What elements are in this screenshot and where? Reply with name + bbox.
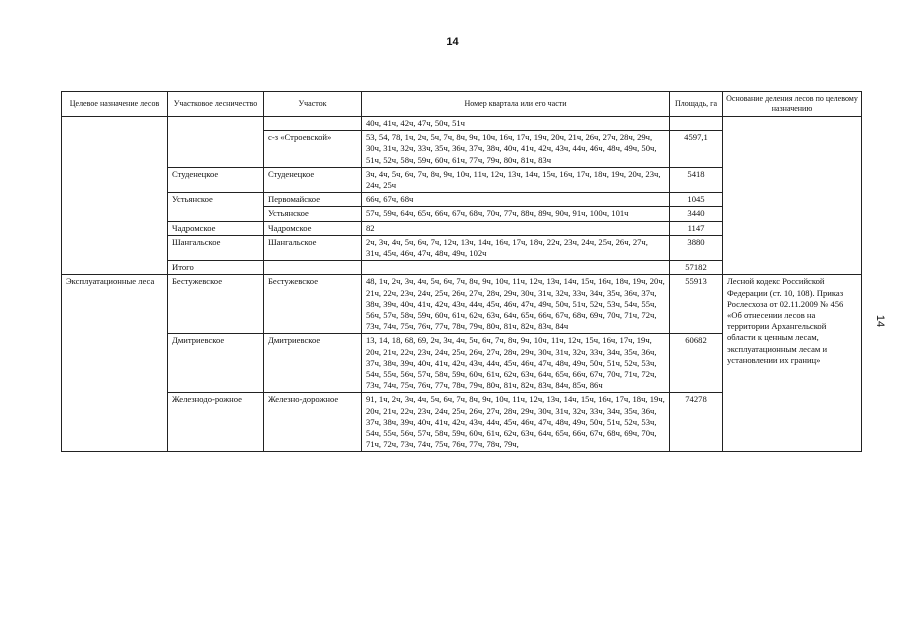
total-label: Итого [168,261,264,275]
table-header-row [62,92,862,117]
quarters-cell: 57ч, 59ч, 64ч, 65ч, 66ч, 67ч, 68ч, 70ч, 77ч, 88ч, 89ч, 90ч, 91ч, 100ч, 101ч [362,207,670,221]
area-name-cell [264,117,362,131]
header-quarter: Номер квартала или его части [362,92,670,117]
page-number-top: 14 [446,36,459,48]
basis-cell: Лесной кодекс Российской Федерации (ст. 10, 108). Приказ Рослесхоза от 02.11.2009 № 456 «Об отнесении лесов на территории Архангельской области к ценным лесам, эксплуатационным лесам и установлении их границ» [723,275,862,452]
district-cell: Устьянское [168,193,264,221]
table-row [62,117,862,131]
purpose-cell-exploitation: Эксплуатационные леса [62,275,168,452]
size-cell: 3880 [670,235,723,260]
quarters-cell: 48, 1ч, 2ч, 3ч, 4ч, 5ч, 6ч, 7ч, 8ч, 9ч, 10ч, 11ч, 12ч, 13ч, 14ч, 15ч, 16ч, 18ч, 19ч, 20ч, 21ч, 22ч, 23ч, 24ч, 25ч, 26ч, 27ч, 28ч, 29ч, 30ч, 31ч, 32ч, 33ч, 34ч, 35ч, 36ч, 37ч, 38ч, 39ч, 40ч, 41ч, 42ч, 43ч, 44ч, 45ч, 46ч, 47ч, 49ч, 50ч, 51ч, 52ч, 53ч, 54ч, 55ч, 56ч, 57ч, 58ч, 59ч, 60ч, 61ч, 62ч, 63ч, 64ч, 65ч, 66ч, 67ч, 68ч, 69ч, 70ч, 71ч, 72ч, 73ч, 74ч, 75ч, 76ч, 77ч, 78ч, 79ч, 80ч, 81ч, 82ч, 83ч, 84ч [362,275,670,334]
quarters-cell: 2ч, 3ч, 4ч, 5ч, 6ч, 7ч, 12ч, 13ч, 14ч, 16ч, 17ч, 18ч, 22ч, 23ч, 24ч, 25ч, 26ч, 27ч, 31ч, 45ч, 46ч, 47ч, 48ч, 49ч, 102ч [362,235,670,260]
quarters-cell: 13, 14, 18, 68, 69, 2ч, 3ч, 4ч, 5ч, 6ч, 7ч, 8ч, 9ч, 10ч, 11ч, 12ч, 15ч, 16ч, 17ч, 19ч, 20ч, 21ч, 22ч, 23ч, 24ч, 25ч, 26ч, 27ч, 28ч, 29ч, 30ч, 31ч, 32ч, 33ч, 34ч, 35ч, 36ч, 37ч, 38ч, 39ч, 40ч, 41ч, 42ч, 43ч, 44ч, 45ч, 46ч, 47ч, 48ч, 49ч, 50ч, 51ч, 52ч, 53ч, 54ч, 55ч, 56ч, 57ч, 58ч, 59ч, 60ч, 61ч, 62ч, 63ч, 64ч, 65ч, 66ч, 67ч, 70ч, 71ч, 72ч, 73ч, 74ч, 75ч, 76ч, 77ч, 78ч, 79ч, 80ч, 81ч, 82ч, 83ч, 84ч, 85ч, 86ч [362,334,670,393]
area-name-cell: Первомайское [264,193,362,207]
district-cell [168,117,264,168]
district-cell: Чадромское [168,221,264,235]
district-cell: Шангальское [168,235,264,260]
size-cell: 4597,1 [670,131,723,168]
quarters-cell: 40ч, 41ч, 42ч, 47ч, 50ч, 51ч [362,117,670,131]
header-purpose: Целевое назначение лесов [62,92,168,117]
quarters-cell: 53, 54, 78, 1ч, 2ч, 5ч, 7ч, 8ч, 9ч, 10ч, 16ч, 17ч, 19ч, 20ч, 21ч, 26ч, 27ч, 28ч, 29ч, 30ч, 31ч, 32ч, 33ч, 35ч, 36ч, 37ч, 38ч, 40ч, 41ч, 42ч, 43ч, 44ч, 46ч, 48ч, 49ч, 50ч, 51ч, 52ч, 58ч, 59ч, 60ч, 61ч, 77ч, 79ч, 80ч, 81ч, 83ч [362,131,670,168]
area-name-cell: Железно-дорожное [264,393,362,452]
page-number-side: 14 [874,314,886,328]
size-cell: 60682 [670,334,723,393]
size-cell: 55913 [670,275,723,334]
header-basis: Основание деления лесов по целевому назначению [723,92,862,117]
area-name-cell: Устьянское [264,207,362,221]
header-area-name: Участок [264,92,362,117]
district-cell: Железнодо-рожное [168,393,264,452]
total-empty-quarters [362,261,670,275]
size-cell: 3440 [670,207,723,221]
size-cell: 5418 [670,167,723,192]
total-empty-area [264,261,362,275]
district-cell: Дмитриевское [168,334,264,393]
area-name-cell: Студенецкое [264,167,362,192]
size-cell: 74278 [670,393,723,452]
total-size: 57182 [670,261,723,275]
purpose-cell-empty [62,117,168,275]
forest-purpose-table [61,91,862,452]
district-cell: Студенецкое [168,167,264,192]
quarters-cell: 66ч, 67ч, 68ч [362,193,670,207]
district-cell: Бестужевское [168,275,264,334]
size-cell [670,117,723,131]
size-cell: 1045 [670,193,723,207]
quarters-cell: 91, 1ч, 2ч, 3ч, 4ч, 5ч, 6ч, 7ч, 8ч, 9ч, 10ч, 11ч, 12ч, 13ч, 14ч, 15ч, 16ч, 17ч, 18ч, 19ч, 20ч, 21ч, 22ч, 23ч, 24ч, 25ч, 26ч, 27ч, 28ч, 29ч, 30ч, 31ч, 32ч, 33ч, 34ч, 35ч, 36ч, 37ч, 38ч, 39ч, 40ч, 41ч, 42ч, 43ч, 44ч, 45ч, 46ч, 47ч, 48ч, 49ч, 50ч, 51ч, 52ч, 53ч, 54ч, 55ч, 56ч, 57ч, 58ч, 59ч, 60ч, 61ч, 62ч, 63ч, 64ч, 65ч, 66ч, 67ч, 68ч, 69ч, 70ч, 71ч, 72ч, 73ч, 74ч, 75ч, 76ч, 77ч, 78ч, 79ч, [362,393,670,452]
header-size: Площадь, га [670,92,723,117]
table-row [62,275,862,334]
header-district: Участковое лесничество [168,92,264,117]
quarters-cell: 3ч, 4ч, 5ч, 6ч, 7ч, 8ч, 9ч, 10ч, 11ч, 12ч, 13ч, 14ч, 15ч, 16ч, 17ч, 18ч, 19ч, 20ч, 23ч, 24ч, 25ч [362,167,670,192]
quarters-cell: 82 [362,221,670,235]
basis-cell-empty [723,117,862,275]
area-name-cell: Чадромское [264,221,362,235]
area-name-cell: Шангальское [264,235,362,260]
size-cell: 1147 [670,221,723,235]
area-name-cell: Бестужевское [264,275,362,334]
area-name-cell: Дмитриевское [264,334,362,393]
area-name-cell: с-з «Строевской» [264,131,362,168]
